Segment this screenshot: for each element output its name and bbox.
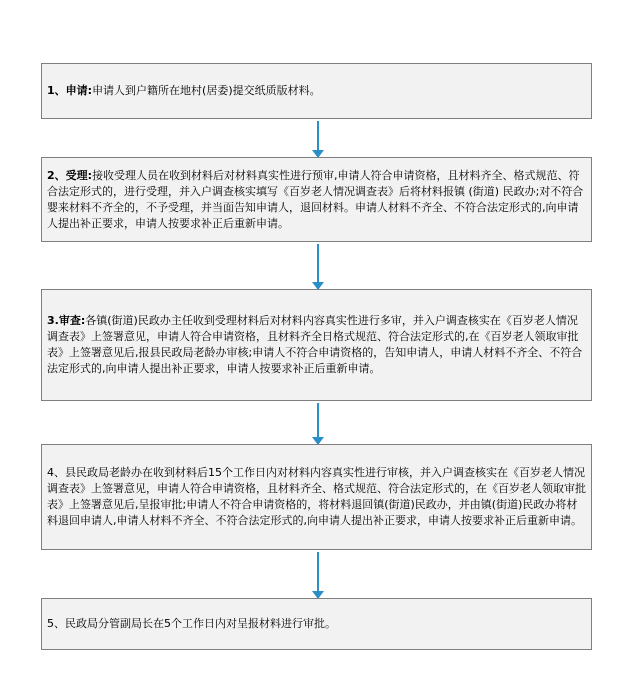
step-body-1: 申请人到户籍所在地村(居委)提交纸质版材料。 bbox=[92, 84, 321, 97]
step-box-4 bbox=[41, 444, 592, 550]
step-text-5 bbox=[47, 616, 586, 632]
step-text-1 bbox=[47, 83, 586, 99]
step-box-5 bbox=[41, 598, 592, 650]
step-body-3: 各镇(街道)民政办主任收到受理材料后对材料内容真实性进行多审，并入户调查核实在《百岁老人情况调查表》上签署意见，申请人符合申请资格，且材料齐全日格式规范、符合法定形式的,在《百岁老人领取审批表》上签署意见后,报县民政局老龄办审核;申请人不符合申请资格的，告知申请人，申请人材料不齐全、不符合法定形式的,向申请人提出补正要求，申请人按要求补正后重新申请。 bbox=[47, 314, 583, 375]
arrow-1-2 bbox=[317, 121, 319, 157]
step-lead-1: 1、申请: bbox=[47, 84, 93, 97]
step-text-2 bbox=[47, 168, 586, 232]
step-box-1 bbox=[41, 63, 592, 119]
step-body-2: 接收受理人员在收到材料后对材料真实性进行预审,申请人符合申请资格，且材料齐全、格式规范、符合法定形式的，进行受理，并入户调查核实填写《百岁老人情况调查表》后将材料报镇 (街道) 民政办;对不符合婴来材料不齐全的，不予受理，并当面告知申请人，退回材料。申请人材料不齐全、不符合法定形式的,向申请人提出补正要求，申请人按要求补正后重新申请。 bbox=[47, 168, 584, 230]
arrow-2-3 bbox=[317, 244, 319, 289]
step-body-5: 5、民政局分管副局长在5个工作日内对呈报材料进行审批。 bbox=[47, 617, 336, 630]
step-lead-3: 3.审查: bbox=[47, 314, 86, 327]
step-body-4: 4、县民政局老龄办在收到材料后15个工作日内对材料内容真实性进行审核，并入户调查核实在《百岁老人情况调查表》上签署意见，申请人符合申请资格，且材料齐全、格式规范、符合法定形式的，在《百岁老人领取审批表》上签署意见后,呈报审批;申请人不符合申请资格的，将材料退回镇(街道)民政办，并由镇(街道)民政办将材料退回申请人,申请人材料不齐全、不符合法定形式的,向申请人提出补正要求，申请人按要求补正后重新申请。 bbox=[47, 466, 586, 527]
arrow-4-5 bbox=[317, 552, 319, 598]
step-lead-2: 2、受理: bbox=[47, 168, 93, 182]
step-box-3 bbox=[41, 289, 592, 401]
step-text-3 bbox=[47, 313, 586, 377]
arrow-3-4 bbox=[317, 403, 319, 444]
step-text-4 bbox=[47, 465, 586, 529]
step-box-2 bbox=[41, 157, 592, 242]
